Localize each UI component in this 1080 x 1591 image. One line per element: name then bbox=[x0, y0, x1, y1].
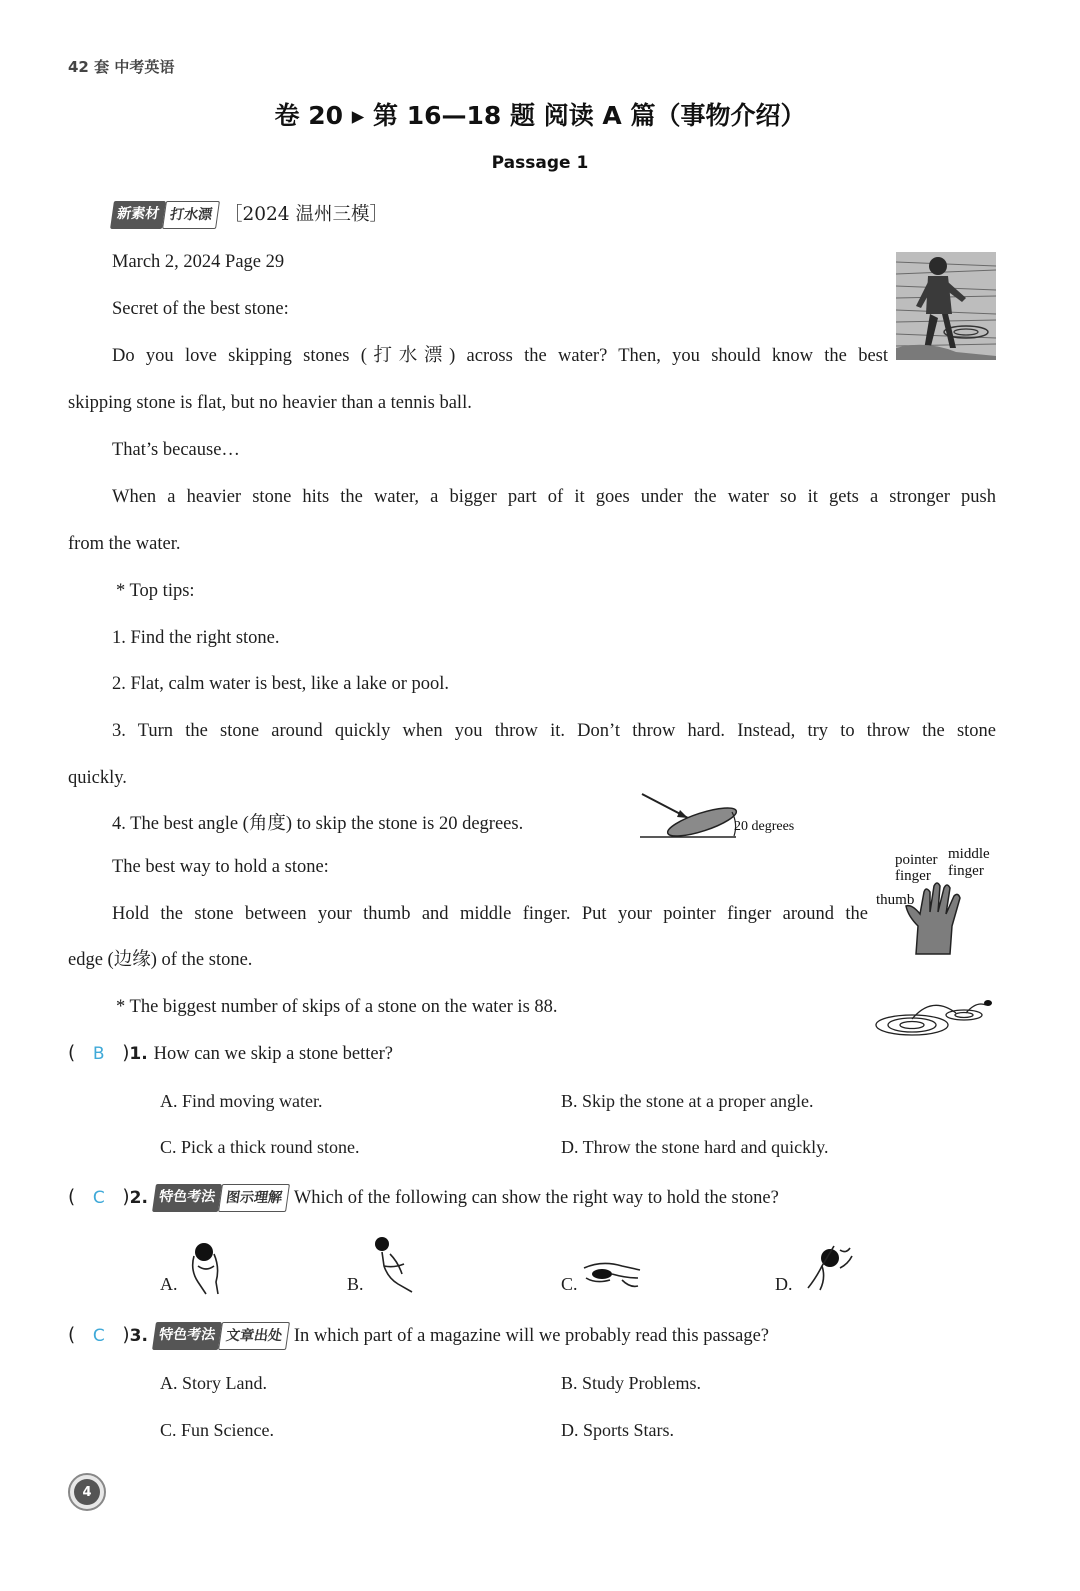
q3-option-a: A. Story Land. bbox=[160, 1373, 267, 1393]
question-1-text: How can we skip a stone better? bbox=[153, 1044, 393, 1064]
q2-option-b-hand-icon bbox=[368, 1234, 420, 1294]
para2-line2: from the water. bbox=[68, 534, 181, 554]
because-line: That’s because… bbox=[112, 440, 240, 460]
q2-option-c-hand-icon bbox=[582, 1256, 644, 1292]
source-reference: ［2024 温州三模］ bbox=[224, 204, 388, 225]
label-middle: middle bbox=[948, 846, 990, 862]
tip-2: 2. Flat, calm water is best, like a lake or pool. bbox=[112, 674, 450, 694]
qnum-1: 1. bbox=[129, 1044, 148, 1064]
q2-option-a-label: A. bbox=[160, 1274, 178, 1294]
tip-4: 4. The best angle (角度) to skip the stone is 20 degrees. bbox=[112, 814, 524, 834]
q3-option-b: B. Study Problems. bbox=[561, 1373, 702, 1393]
answer-q2: C bbox=[92, 1188, 105, 1208]
answer-q3: C bbox=[92, 1326, 105, 1346]
q1-option-b: B. Skip the stone at a proper angle. bbox=[561, 1091, 814, 1111]
q2-option-a-hand-icon bbox=[184, 1238, 228, 1296]
passage-label: Passage 1 bbox=[491, 153, 589, 173]
hold-line1: Hold the stone between your thumb and middle finger. Put your pointer finger around the bbox=[112, 904, 868, 924]
q1-option-a: A. Find moving water. bbox=[160, 1091, 323, 1111]
label-pointer: pointer bbox=[895, 852, 938, 868]
q1-option-d: D. Throw the stone hard and quickly. bbox=[561, 1137, 829, 1157]
para1-line2: skipping stone is flat, but no heavier than a tennis ball. bbox=[68, 393, 472, 413]
q2-option-c-label: C. bbox=[561, 1274, 578, 1294]
q2-tags bbox=[152, 1184, 290, 1212]
q3-option-c: C. Fun Science. bbox=[160, 1420, 274, 1440]
para2-line1: When a heavier stone hits the water, a bigger part of it goes under the water so it gets a stronger push bbox=[112, 487, 996, 507]
boy-skipping-stone-illustration bbox=[896, 252, 996, 360]
source-tag-new-material: 新素材 bbox=[110, 201, 166, 229]
page-number: 4 bbox=[74, 1479, 100, 1505]
q2-option-d-hand-icon bbox=[800, 1238, 856, 1296]
q2-tag-type: 图示理解 bbox=[218, 1184, 290, 1212]
hand-grip-diagram bbox=[872, 842, 1002, 958]
page-title: 卷 20 ▸ 第 16—18 题 阅读 A 篇（事物介绍） bbox=[274, 101, 806, 130]
para1-line1: Do you love skipping stones (打水漂) across the water? Then, you should know the best bbox=[112, 346, 888, 366]
tip-1: 1. Find the right stone. bbox=[112, 628, 280, 648]
hold-heading: The best way to hold a stone: bbox=[112, 857, 329, 877]
source-tag-topic: 打水漂 bbox=[162, 201, 220, 229]
q1-option-c: C. Pick a thick round stone. bbox=[160, 1137, 360, 1157]
article-heading: Secret of the best stone: bbox=[112, 299, 289, 319]
answer-q1: B bbox=[92, 1044, 105, 1064]
q3-tag-special: 特色考法 bbox=[152, 1322, 222, 1350]
question-3: ( C )3. 特色考法 文章出处 In which part of a magazine will we probably read this passage? bbox=[68, 1322, 769, 1350]
source-tags bbox=[110, 201, 220, 229]
tips-heading: * Top tips: bbox=[116, 581, 195, 601]
throw-angle-diagram bbox=[636, 790, 806, 842]
q3-tags bbox=[152, 1322, 290, 1350]
qnum-3: 3. bbox=[129, 1326, 148, 1346]
question-3-text: In which part of a magazine will we probably read this passage? bbox=[293, 1326, 769, 1346]
angle-label: 20 degrees bbox=[734, 819, 795, 834]
label-pointer-finger: finger bbox=[895, 868, 931, 884]
page-number-badge bbox=[68, 1473, 106, 1511]
q2-tag-special: 特色考法 bbox=[152, 1184, 222, 1212]
label-middle-finger: finger bbox=[948, 863, 984, 879]
hold-line2: edge (边缘) of the stone. bbox=[68, 950, 253, 970]
q2-option-d-label: D. bbox=[775, 1274, 793, 1294]
q3-tag-type: 文章出处 bbox=[218, 1322, 290, 1350]
book-label: 42 套 中考英语 bbox=[68, 58, 175, 76]
question-1: ( B )1. How can we skip a stone better? bbox=[68, 1043, 393, 1064]
tip-3-line1: 3. Turn the stone around quickly when you throw it. Don’t throw hard. Instead, try to throw the stone bbox=[112, 721, 996, 741]
tip-3-line2: quickly. bbox=[68, 768, 127, 788]
date-page: March 2, 2024 Page 29 bbox=[112, 252, 285, 272]
question-2-text: Which of the following can show the right way to hold the stone? bbox=[293, 1188, 779, 1208]
q3-option-d: D. Sports Stars. bbox=[561, 1420, 675, 1440]
source-line bbox=[112, 201, 388, 229]
q2-option-b-label: B. bbox=[347, 1274, 364, 1294]
label-thumb: thumb bbox=[876, 892, 915, 908]
water-ripples-illustration bbox=[870, 995, 996, 1041]
qnum-2: 2. bbox=[129, 1188, 148, 1208]
record-line: * The biggest number of skips of a stone on the water is 88. bbox=[116, 997, 558, 1017]
question-2: ( C )2. 特色考法 图示理解 Which of the following can show the right way to hold the stone? bbox=[68, 1184, 779, 1212]
